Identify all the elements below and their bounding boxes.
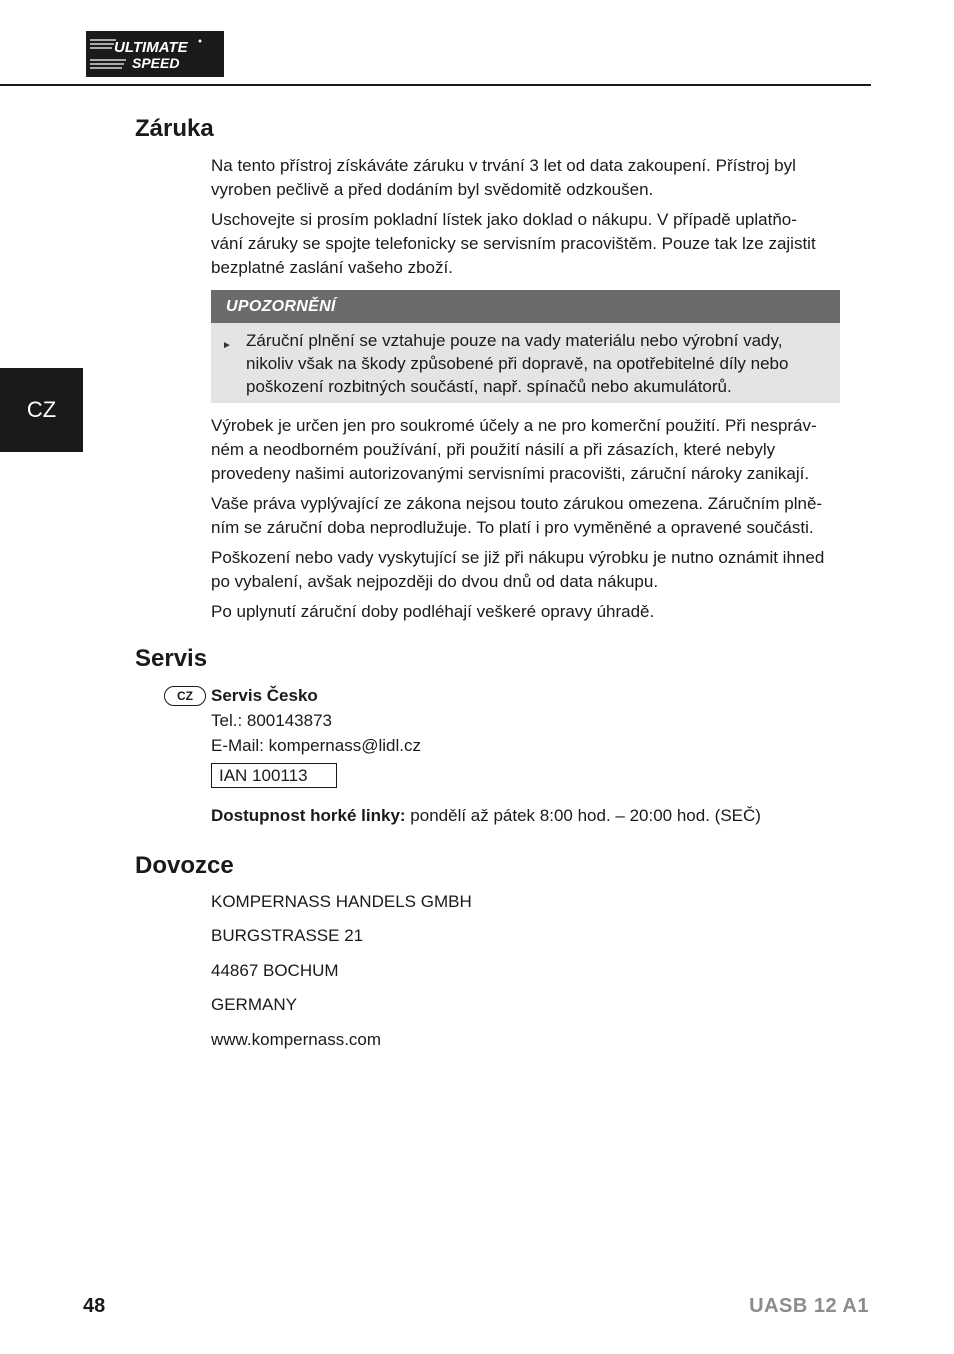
page-number: 48 bbox=[83, 1295, 106, 1317]
service-name: Servis Česko bbox=[211, 686, 318, 705]
hotline-value: pondělí až pátek 8:00 hod. – 20:00 hod. (SEČ) bbox=[405, 806, 761, 825]
section-title-servis: Servis bbox=[135, 645, 208, 672]
ultimate-speed-logo bbox=[86, 31, 224, 77]
warning-body: ► Záruční plnění se vztahuje pouze na vady materiálu nebo výrobní vady, nikoliv však na škody způsobené při dopravě, na opotřebitelné díly nebo poškození rozbitných součástí, např. spínačů nebo akumulátorů. bbox=[222, 331, 789, 396]
importer-country: GERMANY bbox=[211, 995, 297, 1014]
warranty-paragraph-5: Poškození nebo vady vyskytující se již při nákupu výrobku je nutno oznámit ihned po vybalení, avšak nejpozději do dvou dnů od data nákupu. bbox=[211, 548, 825, 591]
importer-street: BURGSTRASSE 21 bbox=[211, 926, 364, 945]
importer-website: www.kompernass.com bbox=[211, 1030, 382, 1049]
country-badge: CZ bbox=[164, 686, 206, 706]
warranty-paragraph-3: Výrobek je určen jen pro soukromé účely a ne pro komerční použití. Při nespráv- ném a neodborném používání, při použití násilí a při zásazích, které nebyly provedeny našimi autorizovanými servisními pracovišti, záruční nároky zanikají. bbox=[211, 416, 817, 483]
warning-title: UPOZORNĚNÍ bbox=[211, 290, 840, 323]
importer-city: 44867 BOCHUM bbox=[211, 961, 339, 980]
section-title-dovozce: Dovozce bbox=[135, 852, 234, 879]
language-tab-label: CZ bbox=[26, 397, 57, 422]
header-divider bbox=[0, 84, 871, 86]
logo-text-ultimate: ULTIMATE bbox=[114, 39, 188, 56]
service-phone: Tel.: 800143873 bbox=[211, 711, 332, 730]
bullet-arrow-icon: ► bbox=[222, 340, 232, 351]
warranty-paragraph-6: Po uplynutí záruční doby podléhají veškeré opravy úhradě. bbox=[211, 602, 655, 621]
section-title-zaruka: Záruka bbox=[135, 115, 214, 142]
warranty-paragraph-2: Uschovejte si prosím pokladní lístek jako doklad o nákupu. V případě uplatňo- vání záruky se spojte telefonicky se servisním pracovištěm. Pouze tak lze zajistit bezplatné zaslání vašeho zboží. bbox=[211, 210, 816, 277]
service-contact bbox=[211, 684, 841, 758]
service-email: E-Mail: kompernass@lidl.cz bbox=[211, 736, 421, 755]
hotline-info bbox=[211, 804, 841, 828]
warranty-paragraph-4: Vaše práva vyplývající ze zákona nejsou touto zárukou omezena. Záručním plně- ním se záruční doba neprodlužuje. To platí i pro vyměněné a opravené součásti. bbox=[211, 494, 823, 537]
importer-company: KOMPERNASS HANDELS GMBH bbox=[211, 892, 472, 911]
ian-number-box: IAN 100113 bbox=[211, 763, 337, 788]
hotline-label: Dostupnost horké linky: bbox=[211, 806, 406, 825]
warning-box bbox=[211, 290, 840, 403]
logo-text-speed: SPEED bbox=[132, 55, 180, 71]
model-number: UASB 12 A1 bbox=[749, 1295, 869, 1317]
warranty-paragraph-1: Na tento přístroj získáváte záruku v trvání 3 let od data zakoupení. Přístroj byl vyroben pečlivě a před dodáním byl svědomitě odzkoušen. bbox=[211, 156, 796, 199]
language-tab bbox=[0, 368, 83, 452]
